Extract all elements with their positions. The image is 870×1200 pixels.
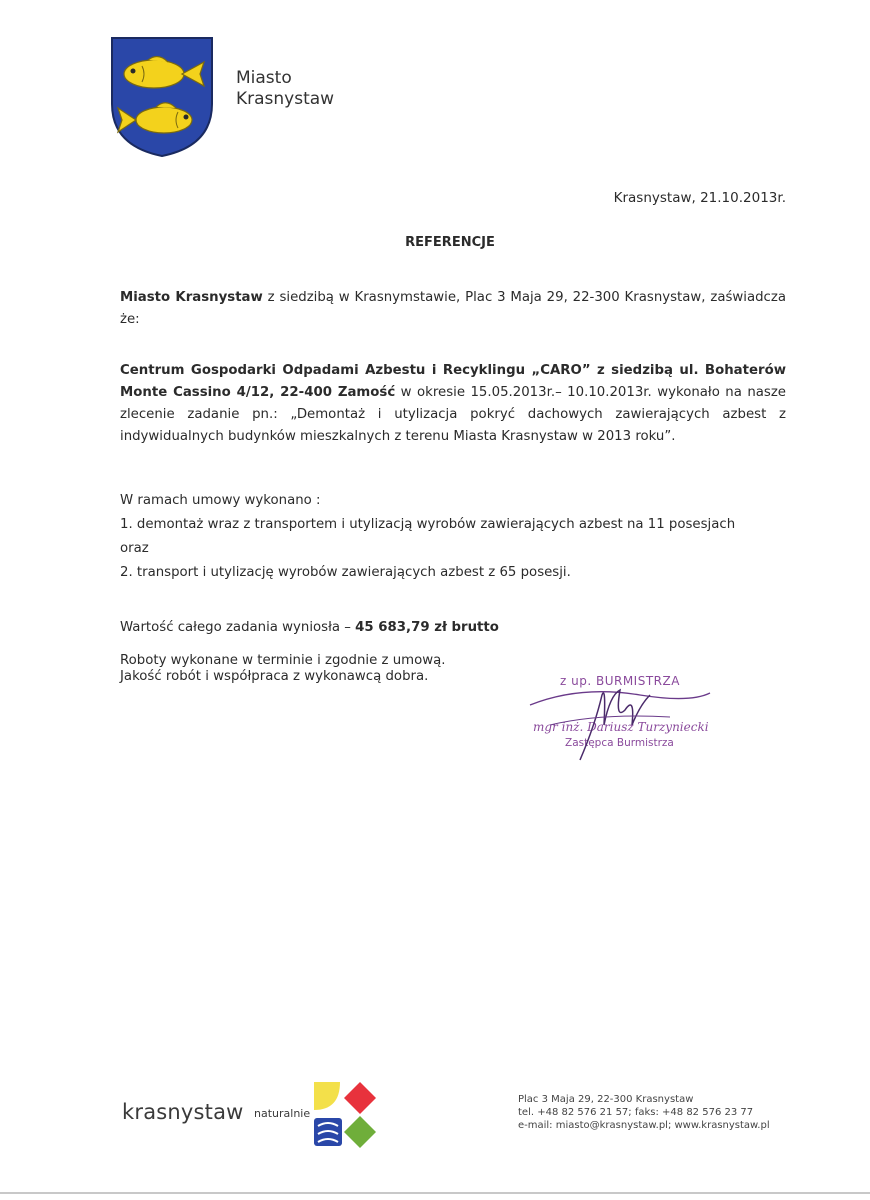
value-amount: 45 683,79 zł brutto <box>355 620 499 635</box>
paragraph-contractor <box>120 360 786 448</box>
scope-item-2: 2. transport i utylizację wyrobów zawierających azbest z 65 posesji. <box>120 565 571 580</box>
footer-brand: krasnystaw <box>122 1100 244 1124</box>
contractor-text: w okresie 15.05.2013r.– 10.10.2013r. wykonało na nasze zlecenie zadanie pn.: „Demontaż i utylizacja pokryć dachowych zawierających azbest z indywidualnych budynków mieszkalnych z terenu Miasta Krasnystaw w 2013 roku”. <box>120 385 786 444</box>
scope-intro: W ramach umowy wykonano : <box>120 493 321 508</box>
closing-line-1: Roboty wykonane w terminie i zgodnie z umową. <box>120 653 446 668</box>
certifier-text: z siedzibą w Krasnymstawie, Plac 3 Maja 29, 22-300 Krasnystaw, zaświadcza że: <box>120 290 786 327</box>
page-bottom-edge <box>0 1192 870 1194</box>
contractor-name: Centrum Gospodarki Odpadami Azbestu i Recyklingu „CARO” z siedzibą ul. Bohaterów Monte Cassino 4/12, 22-400 Zamość <box>120 363 786 400</box>
issuer-line2: Krasnystaw <box>236 89 335 109</box>
footer-address: Plac 3 Maja 29, 22-300 Krasnystaw <box>518 1094 694 1105</box>
stamp-line2: mgr inż. Dariusz Turzyniecki <box>533 720 709 734</box>
closing-line-2: Jakość robót i współpraca z wykonawcą dobra. <box>120 669 429 684</box>
stamp-line3: Zastępca Burmistrza <box>565 737 674 749</box>
footer-email: e-mail: miasto@krasnystaw.pl; www.krasnystaw.pl <box>518 1120 770 1131</box>
brand-logo-icon <box>312 1080 378 1150</box>
footer-phone: tel. +48 82 576 21 57; faks: +48 82 576 23 77 <box>518 1107 754 1118</box>
signature <box>520 665 720 775</box>
letter-date: Krasnystaw, 21.10.2013r. <box>613 190 786 206</box>
paragraph-certifier <box>120 287 786 331</box>
document-title: REFERENCJE <box>405 235 495 250</box>
scope-conjunction: oraz <box>120 541 149 556</box>
issuer-line1: Miasto <box>236 68 292 88</box>
footer-brand-sub: naturalnie <box>254 1107 311 1120</box>
scope-item-1: 1. demontaż wraz z transportem i utylizacją wyrobów zawierających azbest na 11 posesjach <box>120 517 736 532</box>
coat-of-arms <box>108 34 216 160</box>
issuer-name <box>236 68 334 110</box>
footer-contact <box>518 1093 770 1132</box>
stamp-line1: z up. BURMISTRZA <box>560 674 680 688</box>
certifier-name: Miasto Krasnystaw <box>120 290 263 305</box>
value-label: Wartość całego zadania wyniosła – <box>120 620 356 635</box>
contract-value <box>120 617 499 639</box>
